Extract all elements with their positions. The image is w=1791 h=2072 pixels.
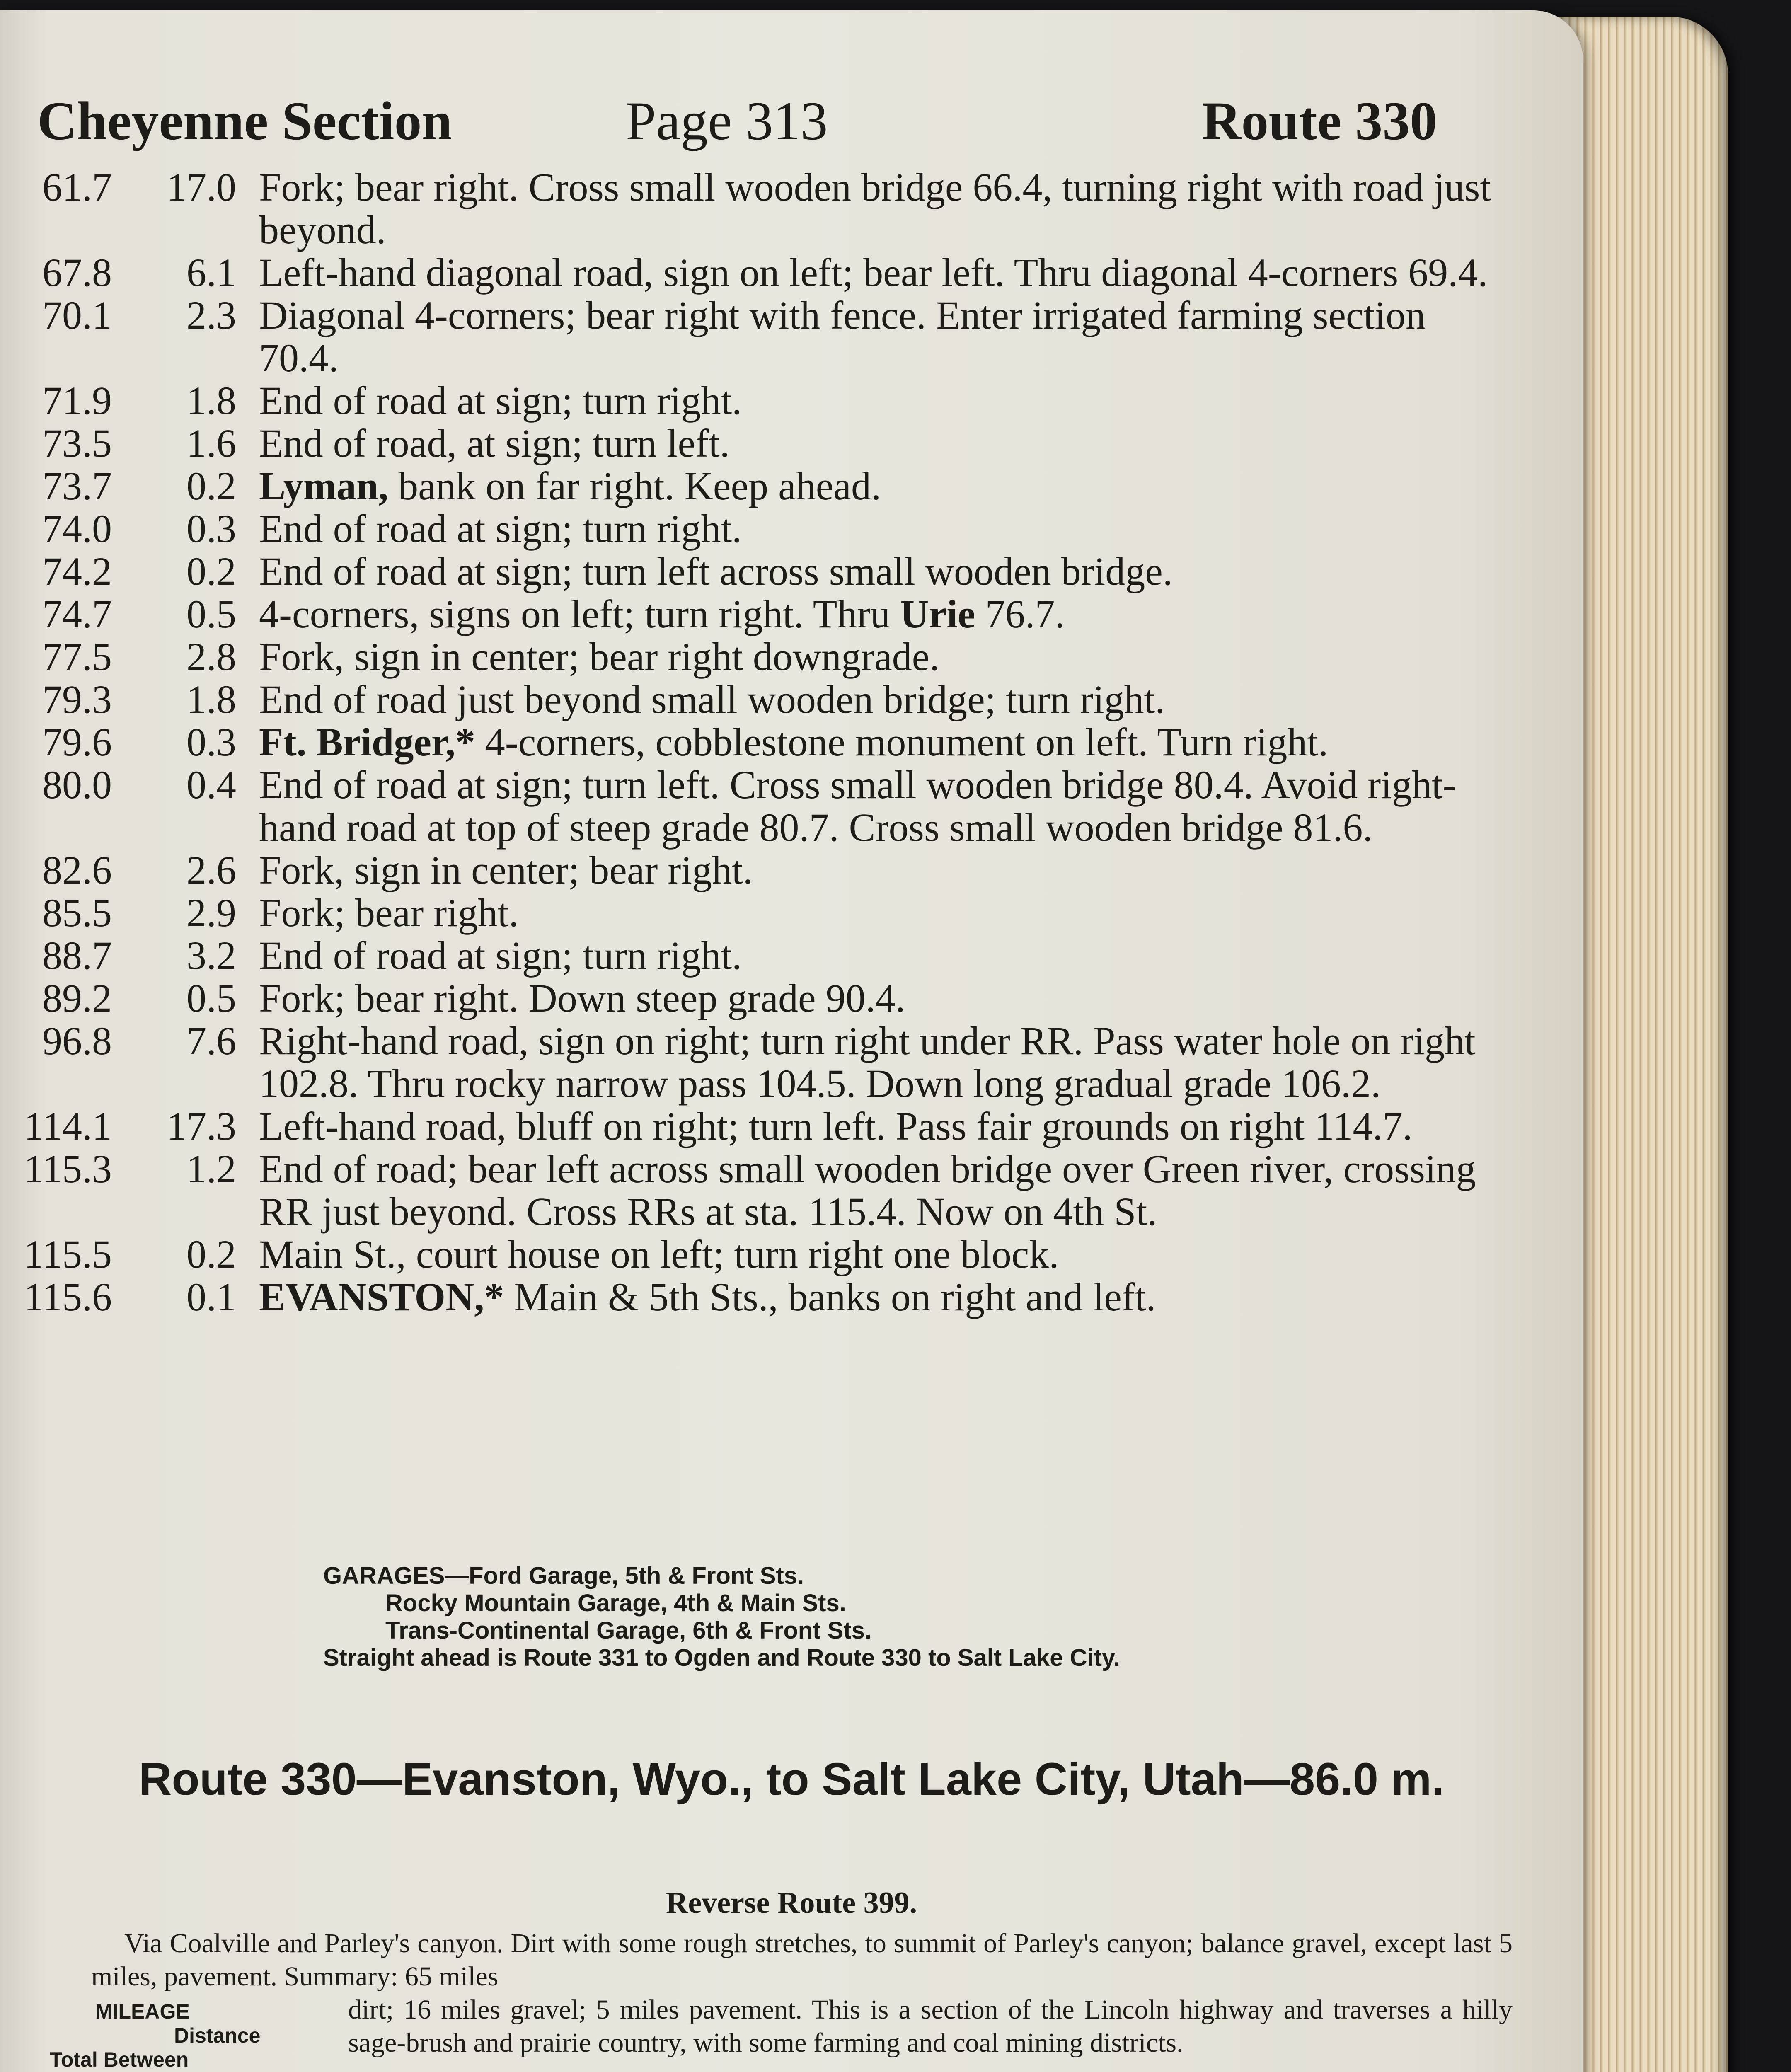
page-number: Page 313: [626, 90, 828, 151]
entry-description: [259, 721, 1502, 763]
entry-text: End of road just beyond small wooden bridge; turn right.: [259, 677, 1165, 721]
route-entry: [0, 977, 1583, 1019]
entry-text: Right-hand road, sign on right; turn right under RR. Pass water hole on right 102.8. Thru rocky narrow pass 104.5. Down long gradual grade 106.2.: [259, 1019, 1476, 1106]
entry-text: Left-hand diagonal road, sign on left; bear left. Thru diagonal 4-corners 69.4.: [259, 250, 1488, 295]
between-mileage: 2.6: [186, 848, 236, 892]
entry-description: [259, 678, 1502, 721]
entry-text: End of road at sign; turn left. Cross small wooden bridge 80.4. Avoid right-hand road at top of steep grade 80.7. Cross small wooden bridge 81.6.: [259, 762, 1456, 850]
between-mileage: 0.2: [186, 549, 236, 593]
garages-list: [323, 1562, 1525, 1672]
total-mileage: 115.5: [24, 1232, 112, 1276]
route-entry: [0, 593, 1583, 635]
route-continuation-note: Straight ahead is Route 331 to Ogden and Route 330 to Salt Lake City.: [323, 1644, 1120, 1671]
entry-description: [259, 294, 1502, 379]
total-mileage: 115.3: [24, 1147, 112, 1191]
place-name: Urie: [900, 592, 975, 636]
entry-description: [259, 465, 1502, 507]
entry-text: End of road; bear left across small wooden bridge over Green river, crossing RR just beyond. Cross RRs at sta. 115.4. Now on 4th St.: [259, 1147, 1476, 1234]
garage-line: Trans-Continental Garage, 6th & Front Sts.: [385, 1617, 872, 1644]
entry-text: End of road, at sign; turn left.: [259, 421, 730, 465]
route-entry: [0, 166, 1583, 251]
route-entry: [0, 678, 1583, 721]
entry-text: 76.7.: [975, 592, 1065, 636]
total-mileage: 79.6: [42, 720, 112, 764]
entry-text: Left-hand road, bluff on right; turn left. Pass fair grounds on right 114.7.: [259, 1104, 1413, 1148]
total-mileage: 67.8: [42, 250, 112, 295]
route-entry: [0, 294, 1583, 379]
entry-description: [259, 934, 1502, 977]
route-entry: [0, 465, 1583, 507]
mileage-key-columns: Total Between: [50, 2048, 189, 2071]
entry-description: [259, 635, 1502, 678]
place-name: Lyman,: [259, 464, 389, 508]
entry-description: [259, 849, 1502, 891]
route-entry: [0, 422, 1583, 465]
entry-description: [259, 1105, 1502, 1147]
between-mileage: 6.1: [186, 250, 236, 295]
garage-line: GARAGES—Ford Garage, 5th & Front Sts.: [323, 1562, 804, 1589]
total-mileage: 71.9: [42, 378, 112, 423]
total-mileage: 77.5: [42, 634, 112, 679]
total-mileage: 79.3: [42, 677, 112, 721]
entry-text: Diagonal 4-corners; bear right with fence. Enter irrigated farming section 70.4.: [259, 293, 1426, 380]
entry-description: [259, 1233, 1502, 1276]
total-mileage: 74.2: [42, 549, 112, 593]
entry-description: [259, 1019, 1502, 1105]
mileage-key-distance: Distance: [174, 2024, 261, 2047]
route-entry: [0, 1105, 1583, 1147]
total-mileage: 96.8: [42, 1019, 112, 1063]
entry-description: [259, 422, 1502, 465]
mileage-key: [50, 1999, 282, 2072]
entry-description: [259, 1147, 1502, 1233]
total-mileage: 73.5: [42, 421, 112, 465]
entry-text: End of road at sign; turn right.: [259, 933, 742, 978]
total-mileage: 73.7: [42, 464, 112, 508]
entry-description: [259, 593, 1502, 635]
entry-description: [259, 977, 1502, 1019]
entry-description: [259, 166, 1502, 251]
between-mileage: 7.6: [186, 1019, 236, 1063]
place-name: Ft. Bridger,*: [259, 720, 475, 764]
route-entry: [0, 507, 1583, 550]
route-entry: [0, 934, 1583, 977]
between-mileage: 1.6: [186, 421, 236, 465]
entry-text: Main St., court house on left; turn right one block.: [259, 1232, 1059, 1276]
route-entry: [0, 721, 1583, 763]
summary-line: dirt; 16 miles gravel; 5 miles pavement. This is a section of the Lincoln highway and traverses a hilly sage-brush and prairie country, with some farming and coal mining districts.: [348, 1995, 1513, 2058]
between-mileage: 17.3: [167, 1104, 236, 1148]
between-mileage: 17.0: [167, 165, 236, 209]
route-entry: [0, 379, 1583, 422]
between-mileage: 0.4: [186, 762, 236, 807]
total-mileage: 82.6: [42, 848, 112, 892]
route-entry: [0, 763, 1583, 849]
entry-description: [259, 1276, 1502, 1318]
route-heading: Route 330—Evanston, Wyo., to Salt Lake City, Utah—86.0 m.: [138, 1754, 1445, 1805]
entry-text: 4-corners, cobblestone monument on left. Turn right.: [475, 720, 1329, 764]
route-entry: [0, 1147, 1583, 1233]
total-mileage: 115.6: [24, 1275, 112, 1319]
route-entry: [0, 849, 1583, 891]
between-mileage: 1.8: [186, 378, 236, 423]
entry-text: Fork; bear right. Down steep grade 90.4.: [259, 976, 905, 1020]
between-mileage: 0.3: [186, 720, 236, 764]
entry-description: [259, 763, 1502, 849]
entry-text: Fork; bear right. Cross small wooden bridge 66.4, turning right with road just beyond.: [259, 165, 1491, 252]
between-mileage: 1.2: [186, 1147, 236, 1191]
entry-text: Main & 5th Sts., banks on right and left.: [504, 1275, 1156, 1319]
entry-description: [259, 550, 1502, 593]
summary-line: Via Coalville and Parley's canyon. Dirt with some rough stretches, to summit of Parley's canyon; balance gravel, except last 5 miles, pavement. Summary: 65 miles: [91, 1928, 1513, 1992]
total-mileage: 61.7: [42, 165, 112, 209]
between-mileage: 0.3: [186, 506, 236, 551]
route-entry: [0, 251, 1583, 294]
total-mileage: 114.1: [24, 1104, 112, 1148]
reverse-route: Reverse Route 399.: [666, 1886, 917, 1920]
place-name: EVANSTON,*: [259, 1275, 504, 1319]
between-mileage: 2.9: [186, 891, 236, 935]
guidebook-page: [0, 10, 1583, 2072]
entry-description: [259, 251, 1502, 294]
route-entry: [0, 635, 1583, 678]
between-mileage: 1.8: [186, 677, 236, 721]
mileage-key-title: MILEAGE: [95, 2000, 190, 2023]
entry-text: Fork, sign in center; bear right downgrade.: [259, 634, 940, 679]
route-entry: [0, 550, 1583, 593]
route-entry: [0, 1276, 1583, 1318]
entry-description: [259, 379, 1502, 422]
between-mileage: 2.3: [186, 293, 236, 337]
entry-description: [259, 891, 1502, 934]
between-mileage: 0.1: [186, 1275, 236, 1319]
entry-text: End of road at sign; turn right.: [259, 378, 742, 423]
route-entry: [0, 1233, 1583, 1276]
route-summary: [91, 1927, 1513, 2060]
total-mileage: 70.1: [42, 293, 112, 337]
entry-text: 4-corners, signs on left; turn right. Thru: [259, 592, 900, 636]
between-mileage: 2.8: [186, 634, 236, 679]
route-number: Route 330: [1202, 90, 1438, 151]
entry-text: End of road at sign; turn right.: [259, 506, 742, 551]
total-mileage: 74.7: [42, 592, 112, 636]
entry-text: Fork; bear right.: [259, 891, 519, 935]
between-mileage: 0.2: [186, 1232, 236, 1276]
total-mileage: 89.2: [42, 976, 112, 1020]
entry-text: bank on far right. Keep ahead.: [388, 464, 881, 508]
total-mileage: 85.5: [42, 891, 112, 935]
between-mileage: 0.5: [186, 976, 236, 1020]
between-mileage: 0.2: [186, 464, 236, 508]
between-mileage: 0.5: [186, 592, 236, 636]
entry-description: [259, 507, 1502, 550]
total-mileage: 88.7: [42, 933, 112, 978]
route-entries: [0, 166, 1583, 1318]
entry-text: End of road at sign; turn left across small wooden bridge.: [259, 549, 1173, 593]
total-mileage: 80.0: [42, 762, 112, 807]
total-mileage: 74.0: [42, 506, 112, 551]
route-entry: [0, 1019, 1583, 1105]
between-mileage: 3.2: [186, 933, 236, 978]
garage-line: Rocky Mountain Garage, 4th & Main Sts.: [385, 1590, 846, 1617]
entry-text: Fork, sign in center; bear right.: [259, 848, 753, 892]
section-title: Cheyenne Section: [37, 90, 452, 151]
route-entry: [0, 891, 1583, 934]
